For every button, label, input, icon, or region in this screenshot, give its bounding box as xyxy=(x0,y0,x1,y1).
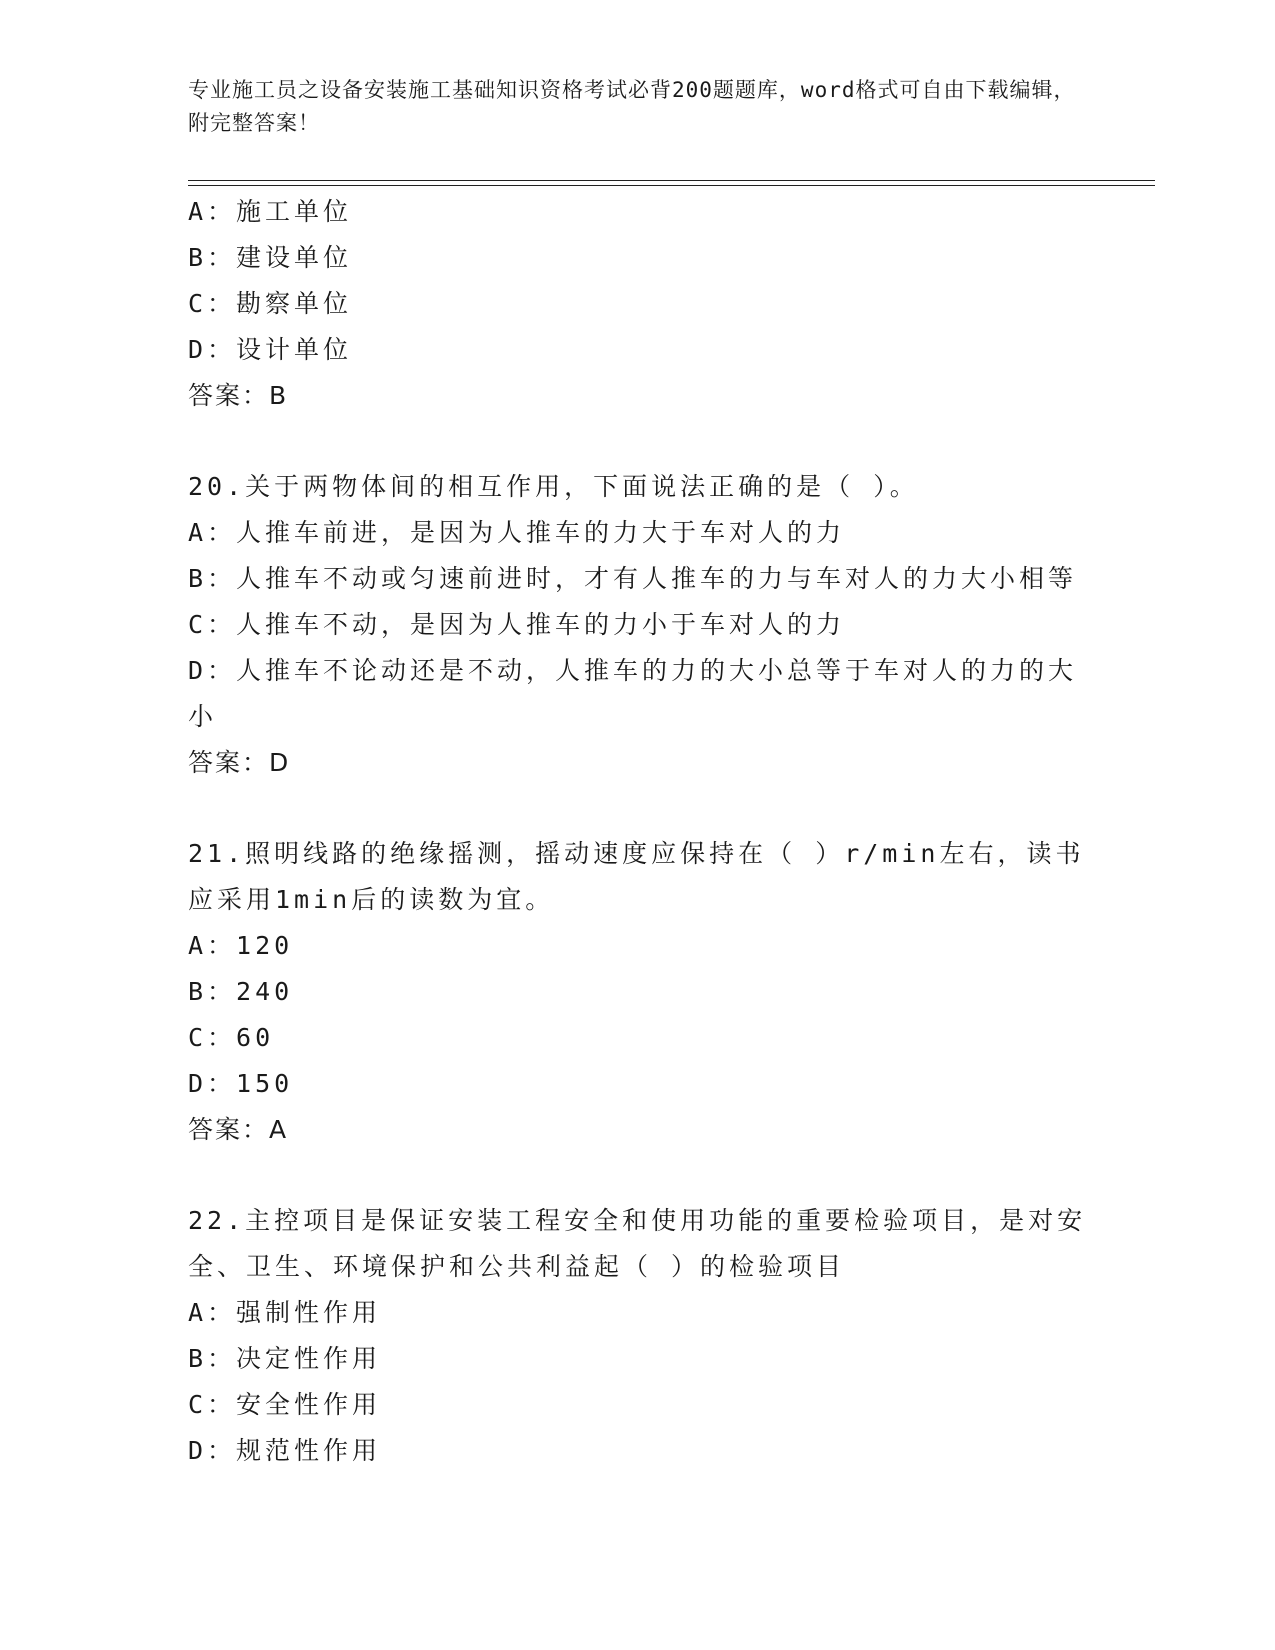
header-divider-bottom xyxy=(188,185,1155,186)
option-c: C：勘察单位 xyxy=(188,289,353,318)
document-header: 专业施工员之设备安装施工基础知识资格考试必背200题题库，word格式可自由下载编辑，附完整答案！ xyxy=(188,78,1076,135)
option-d: D：设计单位 xyxy=(188,335,353,364)
answer: 答案：D xyxy=(188,748,291,777)
header-divider-top xyxy=(188,180,1155,181)
option-d: D：人推车不论动还是不动，人推车的力的大小总等于车对人的力的大小 xyxy=(188,656,1078,731)
option-b: B：240 xyxy=(188,977,294,1006)
option-c: C：人推车不动，是因为人推车的力小于车对人的力 xyxy=(188,610,846,639)
spacer xyxy=(188,419,1088,464)
option-b: B：决定性作用 xyxy=(188,1344,382,1373)
question-19 xyxy=(188,189,1088,419)
question-text: 20.关于两物体间的相互作用，下面说法正确的是（ ）。 xyxy=(188,472,919,501)
answer: 答案：A xyxy=(188,1115,289,1144)
option-b: B：人推车不动或匀速前进时，才有人推车的力与车对人的力大小相等 xyxy=(188,564,1078,593)
spacer xyxy=(188,1153,1088,1198)
question-21 xyxy=(188,831,1088,1153)
question-22 xyxy=(188,1198,1088,1474)
option-a: A：施工单位 xyxy=(188,197,353,226)
option-c: C：安全性作用 xyxy=(188,1390,382,1419)
answer: 答案：B xyxy=(188,381,289,410)
option-c: C：60 xyxy=(188,1023,275,1052)
option-a: A：强制性作用 xyxy=(188,1298,382,1327)
question-list xyxy=(188,189,1088,1474)
option-b: B：建设单位 xyxy=(188,243,353,272)
question-text: 22.主控项目是保证安装工程安全和使用功能的重要检验项目，是对安全、卫生、环境保护和公共利益起（ ）的检验项目 xyxy=(188,1206,1087,1281)
option-d: D：规范性作用 xyxy=(188,1436,382,1465)
spacer xyxy=(188,786,1088,831)
option-a: A：120 xyxy=(188,931,294,960)
question-20 xyxy=(188,464,1088,786)
question-text: 21.照明线路的绝缘摇测，摇动速度应保持在（ ）r/min左右，读书应采用1min后的读数为宜。 xyxy=(188,839,1085,914)
option-d: D：150 xyxy=(188,1069,294,1098)
option-a: A：人推车前进，是因为人推车的力大于车对人的力 xyxy=(188,518,846,547)
